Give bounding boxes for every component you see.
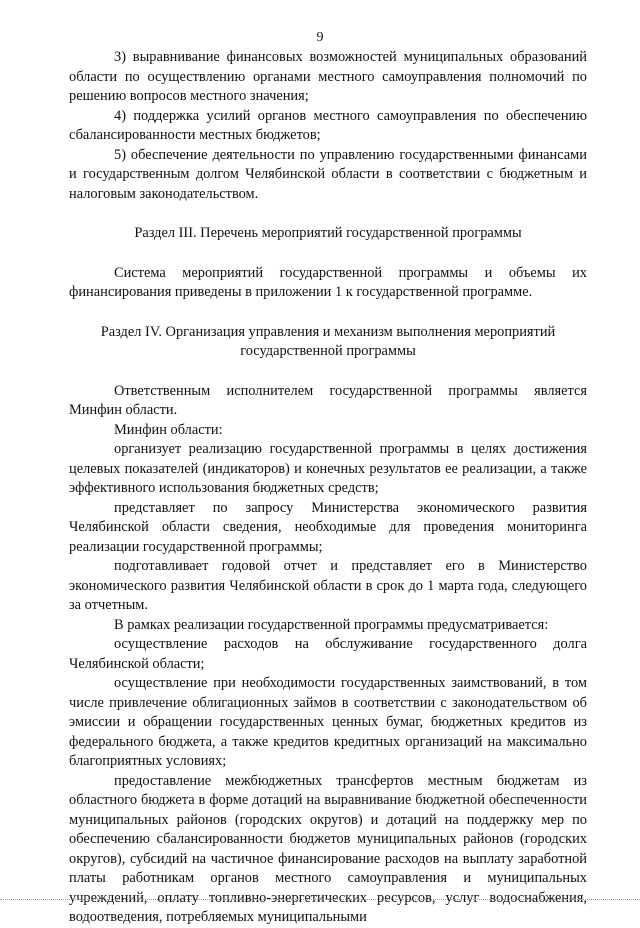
list-item-3: 3) выравнивание финансовых возможностей муниципальных образований области по осуществлению органами местного самоуправления полномочий по решению вопросов местного значения; [69,49,587,104]
section-4-paragraph: подготавливает годовой отчет и представляет его в Министерство экономического развития Челябинской области в срок до 1 марта года, следующего за отчетным. [69,558,587,613]
scan-edge-divider [0,899,640,900]
section-3-heading: Раздел III. Перечень мероприятий государственной программы [134,225,522,241]
section-3-paragraph: Система мероприятий государственной программы и объемы их финансирования приведены в приложении 1 к государственной программе. [69,264,587,300]
section-4-paragraph: предоставление межбюджетных трансфертов местным бюджетам из областного бюджета в форме дотаций на выравнивание бюджетной обеспеченности муниципальных районов (городских округов) и дотаций на поддержку мер по обеспечению сбалансированности бюджетов муниципальных районов (городских округов), субсидий на частичное финансирование расходов на выплату заработной платы работникам органов местного самоуправления и муниципальных учреждений, оплату топливно-энергетических ресурсов, услуг водоснабжения, водоотведения, потребляемых муниципальными [69,772,587,925]
section-4-paragraph: Минфин области: [114,421,223,438]
list-item-4: 4) поддержка усилий органов местного самоуправления по обеспечению сбалансированности местных бюджетов; [69,107,587,143]
page-number: 9 [316,30,324,45]
section-4-paragraph: организует реализацию государственной программы в целях достижения целевых показателей (индикаторов) и конечных результатов ее реализации, а также эффективного использования бюджетных средств; [69,441,587,496]
section-4-paragraph: представляет по запросу Министерства экономического развития Челябинской области сведения, необходимые для проведения мониторинга реализации государственной программы; [69,499,587,555]
section-4-paragraph: осуществление при необходимости государственных заимствований, в том числе привлечение облигационных займов в соответствии с законодательством об эмиссии и обращении государственных ценных бумаг, бюджетных кредитов из федерального бюджета, а также кредитов кредитных организаций на максимально благоприятных условиях; [69,675,587,769]
document-body [69,48,587,928]
list-item-5: 5) обеспечение деятельности по управлению государственными финансами и государственным долгом Челябинской области в соответствии с бюджетным и налоговым законодательством. [69,146,587,202]
section-4-paragraph: В рамках реализации государственной программы предусматривается: [114,616,549,633]
section-4-paragraph: Ответственным исполнителем государственной программы является Минфин области. [69,382,587,418]
section-4-paragraph: осуществление расходов на обслуживание государственного долга Челябинской области; [69,636,587,672]
section-4-heading: Раздел IV. Организация управления и механизм выполнения мероприятий государственной программы [100,323,556,359]
